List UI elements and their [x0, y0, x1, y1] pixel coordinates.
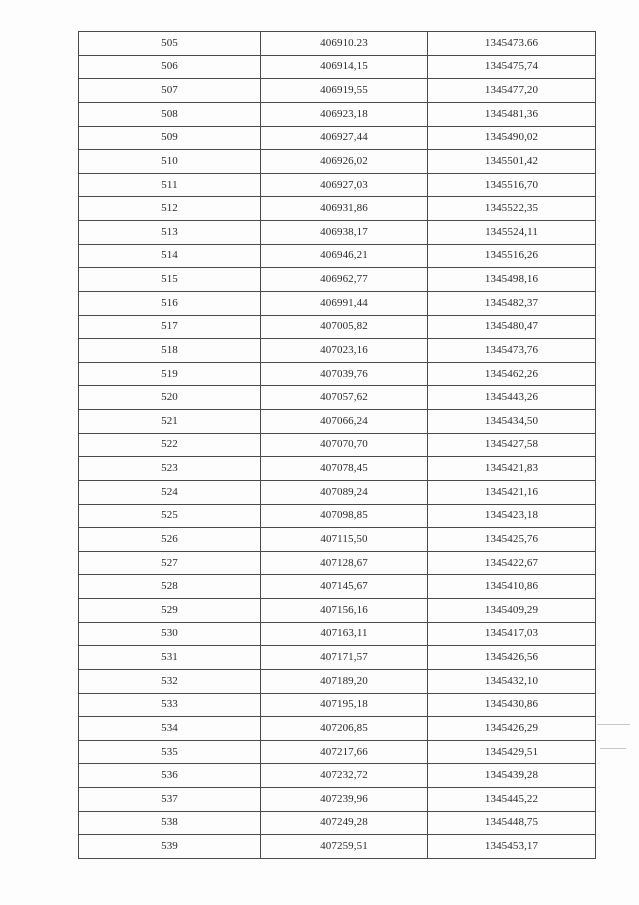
point-number-cell: 507 [79, 79, 261, 103]
x-coordinate-cell: 406927,44 [261, 126, 428, 150]
y-coordinate-cell: 1345462,26 [428, 362, 596, 386]
table-row [79, 788, 596, 812]
y-coordinate-cell: 1345429,51 [428, 740, 596, 764]
point-number-cell: 506 [79, 55, 261, 79]
point-number-cell: 510 [79, 150, 261, 174]
point-number-cell: 533 [79, 693, 261, 717]
table-row [79, 362, 596, 386]
y-coordinate-cell: 1345498,16 [428, 268, 596, 292]
table-row [79, 740, 596, 764]
y-coordinate-cell: 1345480,47 [428, 315, 596, 339]
x-coordinate-cell: 407259,51 [261, 835, 428, 859]
point-number-cell: 536 [79, 764, 261, 788]
table-row [79, 575, 596, 599]
y-coordinate-cell: 1345426,29 [428, 717, 596, 741]
point-number-cell: 527 [79, 551, 261, 575]
table-row [79, 717, 596, 741]
x-coordinate-cell: 407195,18 [261, 693, 428, 717]
y-coordinate-cell: 1345422,67 [428, 551, 596, 575]
y-coordinate-cell: 1345516,26 [428, 244, 596, 268]
x-coordinate-cell: 407206,85 [261, 717, 428, 741]
scan-artifact [597, 724, 630, 725]
x-coordinate-cell: 407057,62 [261, 386, 428, 410]
table-row [79, 221, 596, 245]
point-number-cell: 508 [79, 102, 261, 126]
y-coordinate-cell: 1345434,50 [428, 410, 596, 434]
table-row [79, 457, 596, 481]
x-coordinate-cell: 406923,18 [261, 102, 428, 126]
scan-artifact [600, 748, 626, 749]
y-coordinate-cell: 1345481,36 [428, 102, 596, 126]
point-number-cell: 535 [79, 740, 261, 764]
x-coordinate-cell: 407115,50 [261, 528, 428, 552]
point-number-cell: 521 [79, 410, 261, 434]
table-row [79, 528, 596, 552]
table-row [79, 551, 596, 575]
x-coordinate-cell: 406926,02 [261, 150, 428, 174]
y-coordinate-cell: 1345490,02 [428, 126, 596, 150]
table-row [79, 693, 596, 717]
point-number-cell: 525 [79, 504, 261, 528]
table-row [79, 102, 596, 126]
y-coordinate-cell: 1345421,16 [428, 480, 596, 504]
y-coordinate-cell: 1345426,56 [428, 646, 596, 670]
point-number-cell: 512 [79, 197, 261, 221]
table-row [79, 410, 596, 434]
table-row [79, 173, 596, 197]
x-coordinate-cell: 407145,67 [261, 575, 428, 599]
point-number-cell: 522 [79, 433, 261, 457]
y-coordinate-cell: 1345409,29 [428, 599, 596, 623]
point-number-cell: 511 [79, 173, 261, 197]
x-coordinate-cell: 407078,45 [261, 457, 428, 481]
table-row [79, 244, 596, 268]
y-coordinate-cell: 1345473,76 [428, 339, 596, 363]
table-row [79, 764, 596, 788]
table-row [79, 315, 596, 339]
x-coordinate-cell: 407023,16 [261, 339, 428, 363]
x-coordinate-cell: 406914,15 [261, 55, 428, 79]
point-number-cell: 519 [79, 362, 261, 386]
table-row [79, 150, 596, 174]
y-coordinate-cell: 1345430,86 [428, 693, 596, 717]
point-number-cell: 514 [79, 244, 261, 268]
coordinates-table [78, 31, 596, 859]
table-row [79, 32, 596, 56]
point-number-cell: 530 [79, 622, 261, 646]
x-coordinate-cell: 407239,96 [261, 788, 428, 812]
table-row [79, 811, 596, 835]
x-coordinate-cell: 407089,24 [261, 480, 428, 504]
y-coordinate-cell: 1345445,22 [428, 788, 596, 812]
table-row [79, 433, 596, 457]
point-number-cell: 516 [79, 291, 261, 315]
point-number-cell: 524 [79, 480, 261, 504]
table-row [79, 197, 596, 221]
table-row [79, 386, 596, 410]
point-number-cell: 518 [79, 339, 261, 363]
point-number-cell: 531 [79, 646, 261, 670]
y-coordinate-cell: 1345410,86 [428, 575, 596, 599]
x-coordinate-cell: 406910.23 [261, 32, 428, 56]
x-coordinate-cell: 406931,86 [261, 197, 428, 221]
coordinates-table-body [79, 32, 596, 859]
x-coordinate-cell: 406919,55 [261, 79, 428, 103]
point-number-cell: 505 [79, 32, 261, 56]
y-coordinate-cell: 1345439,28 [428, 764, 596, 788]
x-coordinate-cell: 407098,85 [261, 504, 428, 528]
x-coordinate-cell: 406938,17 [261, 221, 428, 245]
table-row [79, 79, 596, 103]
y-coordinate-cell: 1345524,11 [428, 221, 596, 245]
x-coordinate-cell: 407189,20 [261, 669, 428, 693]
x-coordinate-cell: 407163,11 [261, 622, 428, 646]
table-row [79, 669, 596, 693]
y-coordinate-cell: 1345425,76 [428, 528, 596, 552]
y-coordinate-cell: 1345522,35 [428, 197, 596, 221]
x-coordinate-cell: 407232,72 [261, 764, 428, 788]
point-number-cell: 523 [79, 457, 261, 481]
y-coordinate-cell: 1345453,17 [428, 835, 596, 859]
table-row [79, 599, 596, 623]
point-number-cell: 526 [79, 528, 261, 552]
table-row [79, 291, 596, 315]
table-row [79, 480, 596, 504]
x-coordinate-cell: 407249,28 [261, 811, 428, 835]
point-number-cell: 532 [79, 669, 261, 693]
y-coordinate-cell: 1345482,37 [428, 291, 596, 315]
point-number-cell: 529 [79, 599, 261, 623]
y-coordinate-cell: 1345516,70 [428, 173, 596, 197]
y-coordinate-cell: 1345501,42 [428, 150, 596, 174]
x-coordinate-cell: 407039,76 [261, 362, 428, 386]
point-number-cell: 517 [79, 315, 261, 339]
x-coordinate-cell: 407070,70 [261, 433, 428, 457]
point-number-cell: 534 [79, 717, 261, 741]
table-row [79, 646, 596, 670]
x-coordinate-cell: 406962,77 [261, 268, 428, 292]
y-coordinate-cell: 1345475,74 [428, 55, 596, 79]
table-row [79, 835, 596, 859]
y-coordinate-cell: 1345448,75 [428, 811, 596, 835]
table-row [79, 339, 596, 363]
point-number-cell: 520 [79, 386, 261, 410]
x-coordinate-cell: 407171,57 [261, 646, 428, 670]
y-coordinate-cell: 1345417,03 [428, 622, 596, 646]
y-coordinate-cell: 1345421,83 [428, 457, 596, 481]
y-coordinate-cell: 1345432,10 [428, 669, 596, 693]
x-coordinate-cell: 406927,03 [261, 173, 428, 197]
point-number-cell: 509 [79, 126, 261, 150]
table-row [79, 504, 596, 528]
y-coordinate-cell: 1345473.66 [428, 32, 596, 56]
point-number-cell: 539 [79, 835, 261, 859]
y-coordinate-cell: 1345477,20 [428, 79, 596, 103]
y-coordinate-cell: 1345423,18 [428, 504, 596, 528]
x-coordinate-cell: 407066,24 [261, 410, 428, 434]
y-coordinate-cell: 1345427,58 [428, 433, 596, 457]
table-row [79, 126, 596, 150]
table-row [79, 55, 596, 79]
point-number-cell: 515 [79, 268, 261, 292]
point-number-cell: 538 [79, 811, 261, 835]
point-number-cell: 528 [79, 575, 261, 599]
x-coordinate-cell: 407128,67 [261, 551, 428, 575]
table-row [79, 268, 596, 292]
x-coordinate-cell: 407005,82 [261, 315, 428, 339]
x-coordinate-cell: 407217,66 [261, 740, 428, 764]
x-coordinate-cell: 407156,16 [261, 599, 428, 623]
x-coordinate-cell: 406946,21 [261, 244, 428, 268]
point-number-cell: 513 [79, 221, 261, 245]
x-coordinate-cell: 406991,44 [261, 291, 428, 315]
table-row [79, 622, 596, 646]
point-number-cell: 537 [79, 788, 261, 812]
y-coordinate-cell: 1345443,26 [428, 386, 596, 410]
